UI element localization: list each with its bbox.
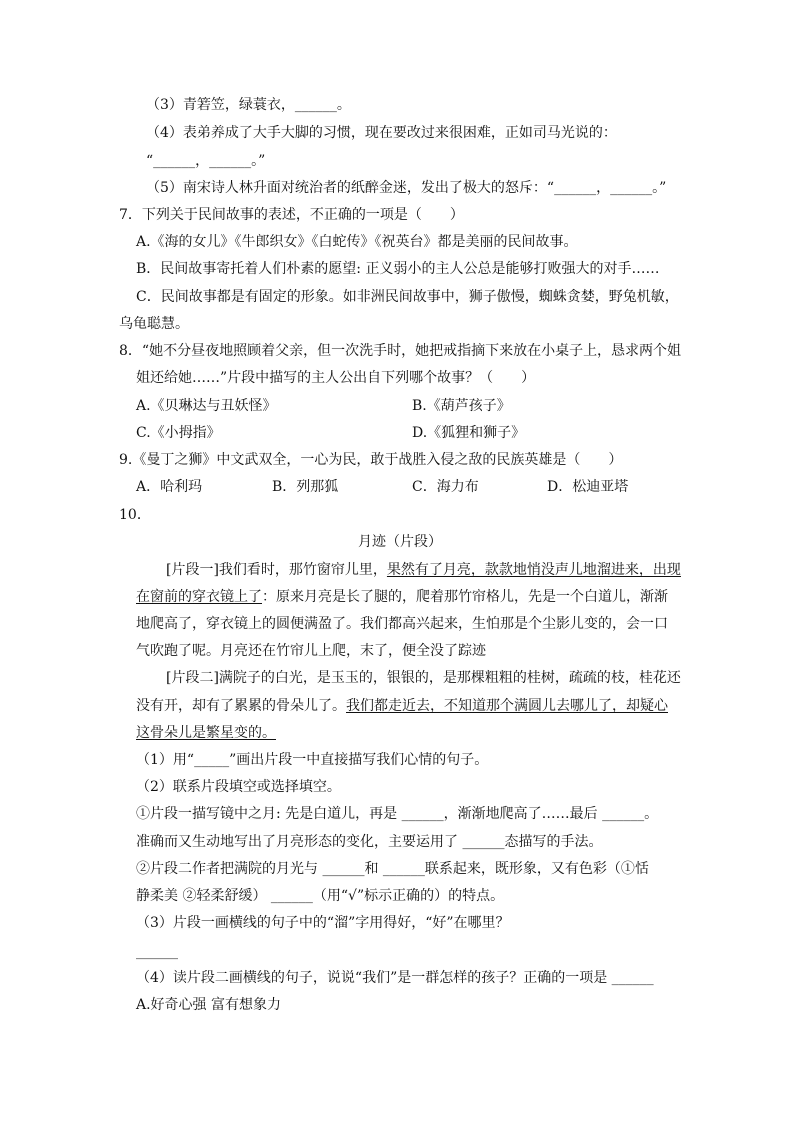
q8-option-d: D.《狐狸和狮子》 bbox=[412, 425, 526, 441]
passage-1-underlined-sentence-part1: 果然有了月亮，款款地悄没声儿地溜进来，出现 bbox=[386, 562, 681, 578]
q8-stem-line2: 姐还给她……”片段中描写的主人公出自下列哪个故事？（ ） bbox=[136, 370, 536, 386]
q6-line-5: （5）南宋诗人林升面对统治者的纸醉金迷，发出了极大的怒斥：“______，______。” bbox=[146, 180, 667, 196]
subquestion-3: （3）片段一画横线的句子中的“溜”字用得好，“好”在哪里？ bbox=[136, 915, 510, 931]
q6-line-4a: （4）表弟养成了大手大脚的习惯，现在要改过来很困难，正如司马光说的： bbox=[146, 125, 617, 141]
q9-option-c: C．海力布 bbox=[412, 479, 479, 495]
passage-1-underlined-sentence-part2: 在窗前的穿衣镜上了 bbox=[136, 589, 262, 605]
passage-2-line3 bbox=[136, 723, 276, 743]
q8-option-c: C.《小拇指》 bbox=[136, 425, 221, 441]
subquestion-1: （1）用“_____”画出片段一中直接描写我们心情的句子。 bbox=[136, 752, 489, 768]
subquestion-2-part1-line1: ①片段一描写镜中之月: 先是白道儿，再是 ______，渐渐地爬高了……最后 ______。 bbox=[136, 806, 659, 822]
subquestion-4-option-a: A.好奇心强 富有想象力 bbox=[136, 997, 282, 1013]
passage-2-underlined-sentence-part2: 这骨朵儿是繁星变的。 bbox=[136, 725, 276, 741]
q7-option-a: A.《海的女儿》《牛郎织女》《白蛇传》《祝英台》都是美丽的民间故事。 bbox=[136, 234, 578, 250]
q7-option-c-line2: 乌龟聪慧。 bbox=[119, 316, 189, 332]
subquestion-3-answer-blank: ______ bbox=[136, 944, 178, 960]
subquestion-2: （2）联系片段填空或选择填空。 bbox=[136, 779, 341, 795]
subquestion-2-part2-line1: ②片段二作者把满院的月光与 ______和 ______联系起来，既形象，又有色彩（①恬 bbox=[136, 861, 649, 877]
passage-1-line1-text: [片段一]我们看时，那竹窗帘儿里， bbox=[166, 562, 387, 578]
q6-line-4b: “______，______。” bbox=[146, 153, 266, 169]
passage-title: 月迹（片段） bbox=[358, 534, 442, 550]
q9-option-b: B．列那狐 bbox=[272, 479, 339, 495]
passage-1-line2-text: ：原来月亮是长了腿的，爬着那竹帘格儿，先是一个白道儿，渐渐 bbox=[262, 589, 668, 605]
q8-option-a: A.《贝琳达与丑妖怪》 bbox=[136, 398, 277, 414]
passage-2-line1: [片段二]满院子的白光，是玉玉的，银银的，是那棵粗粗的桂树，疏疏的枝，桂花还 bbox=[166, 670, 681, 686]
q9-stem: 9.《曼丁之狮》中文武双全，一心为民，敢于战胜入侵之敌的民族英雄是（ ） bbox=[119, 452, 623, 468]
subquestion-4: （4）读片段二画横线的句子，说说“我们”是一群怎样的孩子？正确的一项是 ______ bbox=[136, 970, 654, 986]
q10-number: 10． bbox=[119, 507, 151, 523]
passage-2-line2-text: 没有开，却有了累累的骨朵儿了。 bbox=[136, 698, 346, 714]
q9-option-a: A．哈利玛 bbox=[136, 479, 203, 495]
passage-1-line1 bbox=[166, 560, 681, 580]
passage-2-underlined-sentence-part1: 我们都走近去，不知道那个满圆儿去哪儿了，却疑心 bbox=[346, 698, 668, 714]
passage-1-line4: 气吹跑了呢。月亮还在竹帘儿上爬，末了，便全没了踪迹 bbox=[136, 643, 486, 659]
subquestion-2-part1-line2: 准确而又生动地写出了月亮形态的变化，主要运用了 ______态描写的手法。 bbox=[136, 834, 603, 850]
q7-option-c-line1: C．民间故事都是有固定的形象。如非洲民间故事中，狮子傲慢，蜘蛛贪婪，野兔机敏， bbox=[136, 289, 679, 305]
q7-option-b: B．民间故事寄托着人们朴素的愿望: 正义弱小的主人公总是能够打败强大的对手…… bbox=[136, 261, 660, 277]
q8-stem-line1: 8．“她不分昼夜地照顾着父亲，但一次洗手时，她把戒指摘下来放在小桌子上，恳求两个姐 bbox=[119, 343, 682, 359]
subquestion-2-part2-line2: 静柔美 ②轻柔舒缓） ______（用“√”标示正确的）的特点。 bbox=[136, 888, 505, 904]
q6-line-3: （3）青箬笠，绿蓑衣，______。 bbox=[146, 97, 351, 113]
passage-1-line3: 地爬高了，穿衣镜上的圆便满盈了。我们都高兴起来，生怕那是个尘影儿变的，会一口 bbox=[136, 616, 668, 632]
q8-option-b: B.《葫芦孩子》 bbox=[412, 398, 511, 414]
q7-stem: 7．下列关于民间故事的表述，不正确的一项是（ ） bbox=[119, 207, 464, 223]
passage-2-line2 bbox=[136, 696, 668, 716]
passage-1-line2 bbox=[136, 587, 668, 607]
q9-option-d: D．松迪亚塔 bbox=[547, 479, 629, 495]
